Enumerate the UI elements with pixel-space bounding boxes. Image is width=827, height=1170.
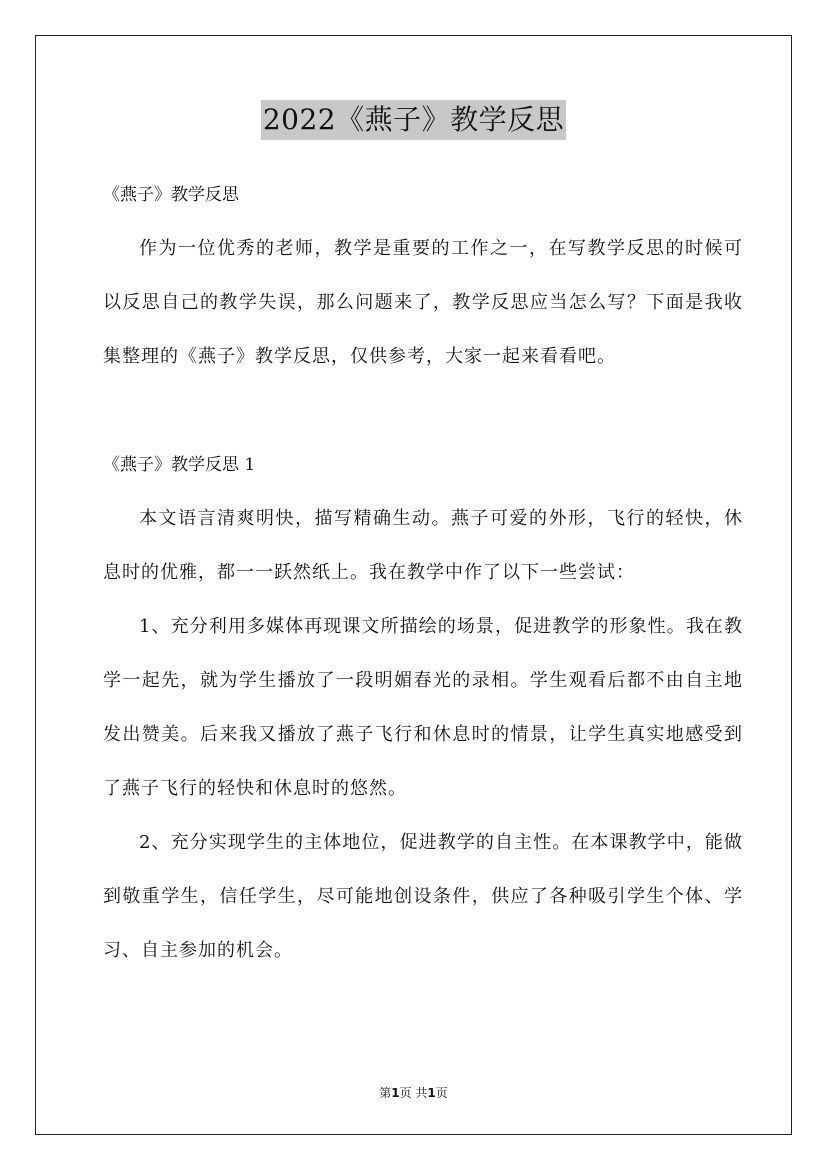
title-container [0, 100, 827, 140]
section1-paragraph-3: 2、充分实现学生的主体地位，促进教学的自主性。在本课教学中，能做到敬重学生，信任学生，尽可能地创设条件，供应了各种吸引学生个体、学习、自主参加的机会。 [103, 832, 743, 961]
section-spacer [103, 384, 743, 438]
document-title: 2022《燕子》教学反思 [261, 100, 566, 140]
intro-heading: 《燕子》教学反思 [103, 185, 239, 205]
footer-prefix: 第 [379, 1086, 392, 1100]
footer-current-page: 1 [391, 1086, 400, 1100]
section1-heading: 《燕子》教学反思 1 [103, 455, 256, 475]
document-body [103, 168, 743, 978]
footer-total-pages: 1 [427, 1086, 436, 1100]
section1-paragraph-1: 本文语言清爽明快，描写精确生动。燕子可爱的外形，飞行的轻快，休息时的优雅，都一一跃然纸上。我在教学中作了以下一些尝试： [103, 508, 743, 583]
footer-mid: 页 共 [399, 1086, 428, 1100]
intro-paragraph: 作为一位优秀的老师，教学是重要的工作之一，在写教学反思的时候可以反思自己的教学失误，那么问题来了，教学反思应当怎么写？下面是我收集整理的《燕子》教学反思，仅供参考，大家一起来看看吧。 [103, 238, 743, 367]
section1-paragraph-2: 1、充分利用多媒体再现课文所描绘的场景，促进教学的形象性。我在教学一起先，就为学生播放了一段明媚春光的录相。学生观看后都不由自主地发出赞美。后来我又播放了燕子飞行和休息时的情景，让学生真实地感受到了燕子飞行的轻快和休息时的悠然。 [103, 616, 743, 799]
page-footer [0, 1084, 827, 1101]
footer-suffix: 页 [435, 1086, 448, 1100]
